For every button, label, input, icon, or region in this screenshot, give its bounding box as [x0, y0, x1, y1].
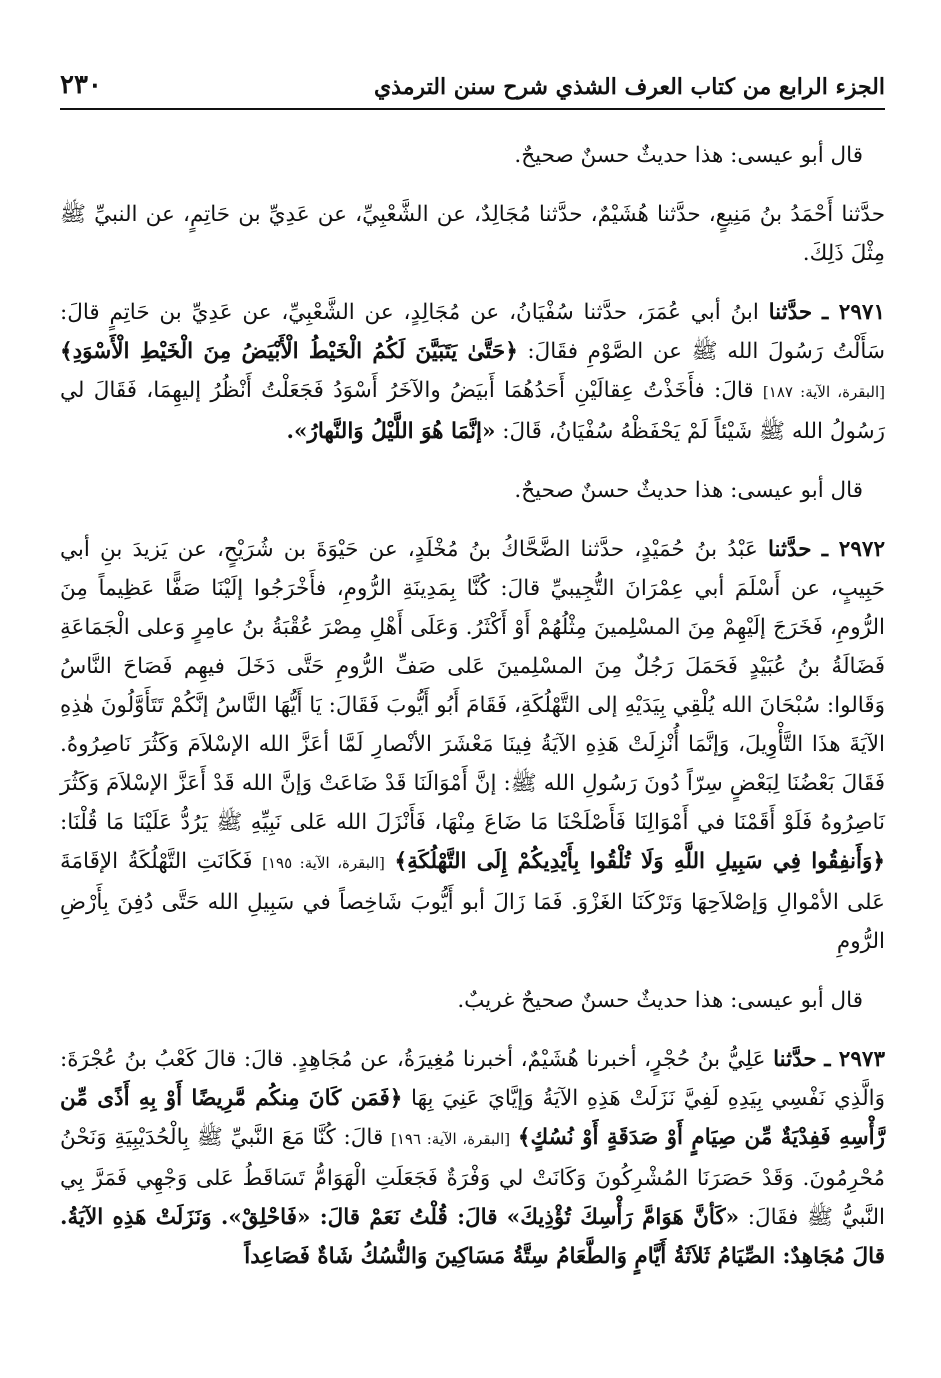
hadith-2972	[60, 530, 885, 961]
hadith-text-continued: قالَ: فأَخَذْتُ عِقالَيْنِ أَحَدُهُمَا أَبيَضُ والآخَرُ أَسْوَدُ فَجَعَلْتُ أَنْظُرُ إليهِمَا، فَقَالَ لي رَسُولُ الله ﷺ شَيْئاً لَمْ يَحْفَظْهُ سُفْيَانُ، قَالَ:	[60, 378, 885, 444]
hadith-text: عَلِيُّ بنُ حُجْرٍ، أخبرنا هُشَيْمٌ، أخبرنا مُغِيرَةُ، عن مُجَاهِدٍ. قالَ: قالَ كَعْبُ بنُ عُجْرَةَ: وَالَّذِي نَفْسِي بِيَدِهِ لَفِيَّ نَزَلَتْ هَذِهِ الآيَةُ وَإيَّايَ عَنِيَ بِهَا	[60, 1047, 885, 1111]
hadith-text: ابنُ أبي عُمَرَ، حدَّثنا سُفْيَانُ، عن مُجَالِدٍ، عن الشَّعْبِيِّ، عن عَدِيِّ بن حَاتِمٍ قالَ: سَأَلْتُ رَسُولَ الله ﷺ عن الصَّوْمِ فقَالَ:	[60, 300, 885, 364]
hadith-label: حدَّثنا	[768, 300, 813, 325]
hadith-label: حدَّثنا	[768, 537, 812, 562]
hadith-number: ٢٩٧٣ ـ	[824, 1047, 885, 1072]
verdict-text: قال أبو عيسى: هذا حديثٌ حسنٌ صحيحٌ غريبٌ.	[457, 988, 863, 1013]
page-header	[60, 60, 885, 110]
page-number: ٢٣٠	[60, 70, 102, 100]
verdict-paragraph	[60, 981, 885, 1020]
quran-reference: [البقرة، الآية: ١٨٧]	[762, 383, 885, 401]
verdict-paragraph	[60, 471, 885, 510]
prophet-saying: «إنَّمَا هُوَ اللَّيْلُ وَالنَّهارُ».	[286, 419, 496, 444]
chain-paragraph	[60, 195, 885, 273]
quran-quote: ﴿حَتَّىٰ يَتَبَيَّنَ لَكُمُ الْخَيْطُ الْأَبْيَضُ مِنَ الْخَيْطِ الْأَسْوَدِ﴾	[60, 339, 518, 364]
quran-quote: ﴿وَأَنفِقُوا فِي سَبِيلِ اللَّهِ وَلَا تُلْقُوا بِأَيْدِيكُمْ إِلَى التَّهْلُكَةِ﴾	[394, 849, 885, 874]
verdict-text: قال أبو عيسى: هذا حديثٌ حسنٌ صحيحٌ.	[514, 478, 863, 503]
hadith-number: ٢٩٧١ ـ	[822, 300, 885, 325]
verdict-text: قال أبو عيسى: هذا حديثٌ حسنٌ صحيحٌ.	[514, 143, 863, 168]
hadith-text-continued: قالَ: كُنَّا مَعَ النَّبيِّ ﷺ بِالْحُدَيْبِيَةِ وَنَحْنُ مُحْرِمُونَ. وَقَدْ حَصَرَنَا المُشْرِكُونَ وَكَانَتْ لي وَفْرَةٌ فَجَعَلَتِ الْهَوَامُّ تَسَاقَطُ عَلى وَجْهِي فَمَرَّ بِي النَّبيُّ ﷺ فقَالَ:	[60, 1125, 885, 1230]
quran-quote: ﴿فَمَن كَانَ مِنكُم مَّرِيضًا أَوْ بِهِ أَذًى مِّن رَّأْسِهِ فَفِدْيَةٌ مِّن صِيَامٍ أَوْ صَدَقَةٍ أَوْ نُسُكٍ﴾	[60, 1086, 886, 1150]
hadith-number: ٢٩٧٢ ـ	[821, 537, 885, 562]
verdict-paragraph	[60, 136, 885, 175]
hadith-2971	[60, 293, 885, 451]
hadith-text-continued: فَكَانَتِ التَّهْلُكَةُ الإقَامَةَ عَلى الأمْوالِ وَإصْلاَحِهَا وَتَرْكَنَا الغَزْوَ. فَمَا زَالَ أبو أَيُّوبَ شَاخِصاً في سَبِيلِ الله حَتَّى دُفِنَ بِأَرْضِ الرُّومِ	[60, 849, 885, 954]
hadith-2973	[60, 1040, 885, 1276]
book-page	[60, 60, 885, 1296]
hadith-label: حدَّثنا	[773, 1047, 817, 1072]
quran-reference: [البقرة، الآية: ١٩٥]	[262, 854, 385, 872]
hadith-text: عَبْدُ بنُ حُمَيْدٍ، حدَّثنا الضَّحَّاكُ بنُ مُخْلَدٍ، عن حَيْوَةَ بن شُرَيْحٍ، عن يَزيدَ بنِ أبي حَبِيبٍ، عن أَسْلَمَ أبي عِمْرَانَ التُّجِيبيِّ قالَ: كُنَّا بِمَدِينَةِ الرُّومِ، فأَخْرَجُوا إلَيْنَا صَفًّا عَظِيماً مِنَ الرُّومِ، فَخَرَجَ إلَيْهِمْ مِنَ المسْلِمينَ مِثْلُهُمْ أَوْ أَكْثَرُ. وَعَلَى أَهْلِ مِصْرَ عُقْبَةُ بنُ عامِرٍ وَعلى الْجَمَاعَةِ فَضَالَةُ بنُ عُبَيْدٍ فَحَمَلَ رَجُلٌ مِنَ المسْلِمينَ عَلى صَفِّ الرُّومِ حَتَّى دَخَلَ فيهِم فَصَاحَ النَّاسُ وَقَالوا: سُبْحَانَ الله يُلْقِي بِيَدَيْهِ إلى التَّهْلُكَةِ، فَقَامَ أَبُو أَيُّوبَ فَقَالَ: يَا أَيُّهَا النَّاسُ إنَّكُمْ تَتَأَوَّلُونَ هٰذِهِ الآيَةَ هذَا التَّأْوِيلَ، وَإنَّمَا أُنْزِلَتْ هَذِهِ الآيَةُ فِينَا مَعْشَرَ الأنْصارِ لَمَّا أعَزَّ الله الإسْلاَمَ وَكَثُرَ نَاصِرُوهُ. فَقَالَ بَعْضُنَا لِبَعْضٍ سِرّاً دُونَ رَسُولِ الله ﷺ: إنَّ أَمْوَالَنَا قَدْ ضَاعَتْ وَإنَّ الله قَدْ أَعَزَّ الإسْلاَمَ وَكَثُرَ نَاصِرُوهُ فَلَوْ أَقَمْنَا في أَمْوَالِنَا فَأَصْلَحْنَا مَا ضَاعَ مِنْهَا، فَأَنْزَلَ الله عَلى نَبِيِّهِ ﷺ يَرُدُّ عَلَيْنَا مَا قُلْنَا:	[60, 537, 885, 835]
chain-text: حدَّثنا أَحْمَدُ بنُ مَنِيعٍ، حدَّثنا هُشَيْمٌ، حدَّثنا مُجَالِدٌ، عن الشَّعْبِيِّ، عن عَدِيِّ بن حَاتِمٍ، عن النبيِّ ﷺ مِثْلَ ذَلِكَ.	[60, 202, 885, 266]
prophet-saying: «كَأنَّ هَوَامَّ رَأْسِكَ تُؤْذِيكَ» قالَ: قُلْتُ نَعَمْ قالَ: «فَاحْلِقْ». وَنَزَلَتْ هَذِهِ الآيَةُ. قالَ مُجَاهِدٌ: الصِّيَامُ ثَلاَثَةُ أَيَّامٍ وَالطَّعَامُ سِتَّةُ مَسَاكِينَ وَالنُّسُكُ شَاةٌ فَصَاعِداً	[60, 1205, 885, 1269]
quran-reference: [البقرة، الآية: ١٩٦]	[391, 1130, 511, 1148]
running-title: الجزء الرابع من كتاب العرف الشذي شرح سنن الترمذي	[373, 74, 885, 100]
